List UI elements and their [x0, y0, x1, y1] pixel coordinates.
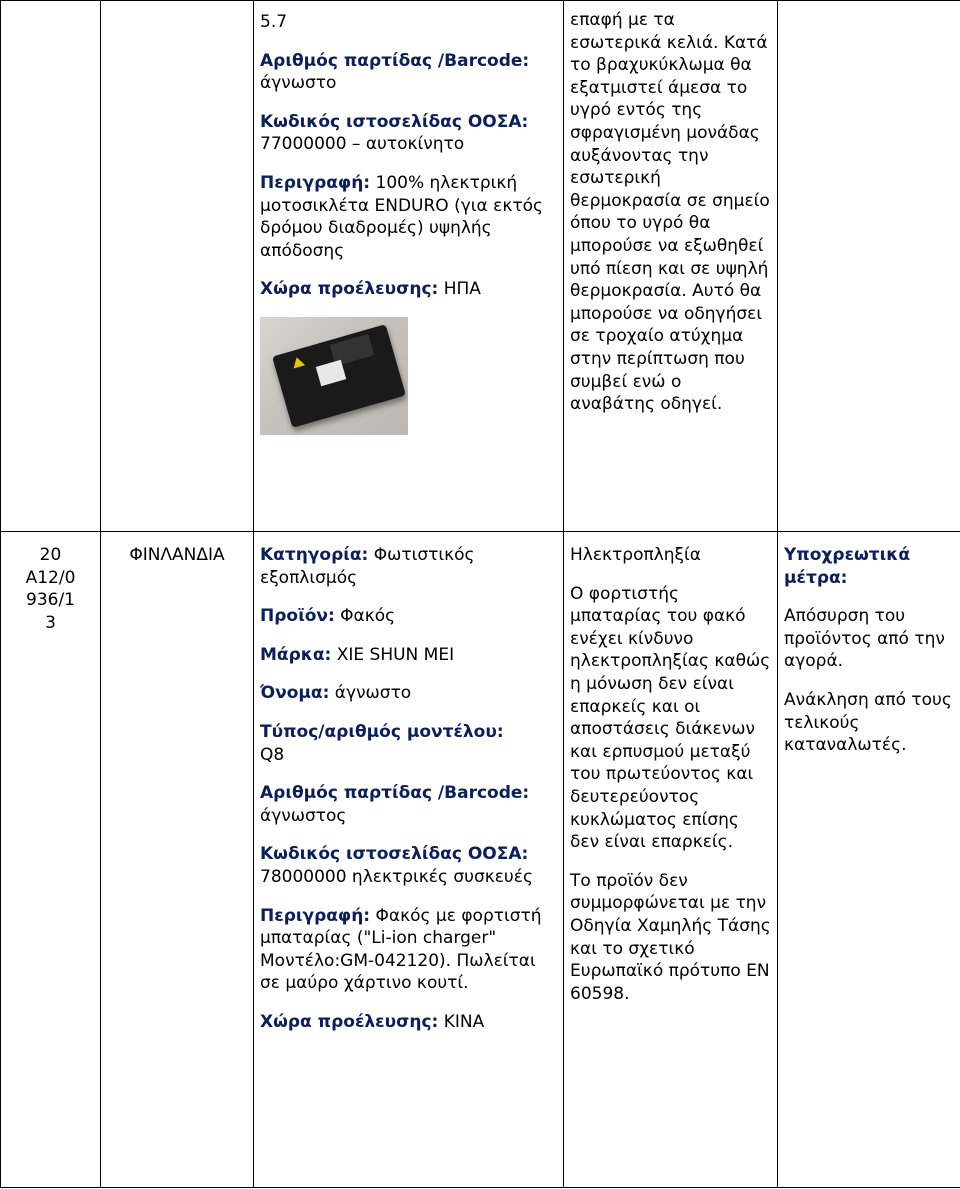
country-name: ΦΙΝΛΑΝΔΙΑ	[129, 545, 225, 565]
reference-cell	[1, 1, 101, 532]
brand-label: Μάρκα:	[260, 644, 332, 665]
measures-cell	[778, 532, 960, 1188]
table-row	[1, 1, 960, 532]
oecd-block	[260, 111, 557, 156]
oecd-value: 78000000 ηλεκτρικές συσκευές	[260, 866, 533, 887]
product-cell	[254, 1, 564, 532]
risk-cell	[564, 532, 778, 1188]
batch-value: άγνωστο	[260, 73, 337, 94]
risk-type: Ηλεκτροπληξία	[570, 545, 701, 565]
measures-cell	[778, 1, 960, 532]
risk-cell	[564, 1, 778, 532]
origin-label: Χώρα προέλευσης:	[260, 1011, 439, 1032]
origin-value: ΚΙΝΑ	[443, 1011, 485, 1032]
oecd-label: Κωδικός ιστοσελίδας ΟΟΣΑ:	[260, 844, 529, 865]
reference-number: 20 A12/0 936/1 3	[25, 545, 76, 633]
oecd-value: 77000000 – αυτοκίνητο	[260, 134, 465, 155]
batch-label: Αριθμός παρτίδας /Barcode:	[260, 783, 530, 804]
brand-value: XIE SHUN MEI	[336, 644, 455, 665]
model-block	[260, 721, 557, 766]
description-label: Περιγραφή:	[260, 172, 371, 193]
product-block	[260, 605, 557, 628]
description-label: Περιγραφή:	[260, 905, 371, 926]
batch-value: άγνωστος	[260, 805, 347, 826]
category-label: Κατηγορία:	[260, 545, 369, 565]
name-block	[260, 682, 557, 705]
risk-text: επαφή με τα εσωτερικά κελιά. Κατά το βραχυκύκλωμα θα εξατμιστεί άμεσα το υγρό εντός της σφραγισμένη μονάδας αυξάνοντας την εσωτερική θερμοκρασία σε σημείο όπου το υγρό θα μπορούσε να εξωθηθεί υπό πίεση και σε υψηλή θερμοκρασία. Αυτό θα μπορούσε να οδηγήσει σε τροχαίο ατύχημα στην περίπτωση που συμβεί ενώ ο αναβάτης οδηγεί.	[570, 10, 770, 415]
category-value: Φωτιστικός εξοπλισμός	[260, 545, 475, 588]
compliance-text: Το προϊόν δεν συμμορφώνεται με την Οδηγία Χαμηλής Τάσης και το σχετικό Ευρωπαϊκό πρότυπο EN 60598.	[570, 870, 771, 1004]
oecd-block	[260, 843, 557, 888]
batch-label: Αριθμός παρτίδας /Barcode:	[260, 50, 530, 71]
name-label: Όνομα:	[260, 683, 330, 704]
description-value: 100% ηλεκτρική μοτοσικλέτα ENDURO (για εκτός δρόμου διαδρομές) υψηλής απόδοσης	[260, 172, 543, 261]
product-photo	[260, 317, 408, 435]
product-label: Προϊόν:	[260, 606, 335, 627]
description-value: Φακός με φορτιστή μπαταρίας ("Li-ion charger" Μοντέλο:GM-042120). Πωλείται σε μαύρο χάρτινο κουτί.	[260, 905, 542, 994]
category-block	[260, 544, 557, 589]
country-cell	[101, 532, 254, 1188]
origin-label: Χώρα προέλευσης:	[260, 279, 439, 300]
section-number: 5.7	[260, 12, 288, 32]
model-label: Τύπος/αριθμός μοντέλου:	[260, 721, 504, 742]
description-block	[260, 905, 557, 995]
model-value: Q8	[260, 744, 285, 765]
origin-value: ΗΠΑ	[443, 279, 481, 300]
origin-block	[260, 278, 557, 301]
table-row	[1, 532, 960, 1188]
country-cell	[101, 1, 254, 532]
reference-cell	[1, 532, 101, 1188]
measure-recall: Ανάκληση από τους τελικούς καταναλωτές.	[784, 689, 952, 756]
description-block	[260, 172, 557, 262]
oecd-label: Κωδικός ιστοσελίδας ΟΟΣΑ:	[260, 111, 529, 132]
risk-description: Ο φορτιστής μπαταρίας του φακό ενέχει κίνδυνο ηλεκτροπληξίας καθώς η μόνωση δεν είναι επαρκείς και οι αποστάσεις διάκενων και ερπυσμού μεταξύ του πρωτεύοντος και δευτερεύοντος κυκλώματος επίσης δεν είναι επαρκείς.	[570, 583, 771, 853]
brand-block	[260, 644, 557, 667]
measure-withdrawal: Απόσυρση του προϊόντος από την αγορά.	[784, 606, 945, 672]
origin-block	[260, 1011, 557, 1034]
product-value: Φακός	[340, 606, 396, 627]
name-value: άγνωστο	[334, 683, 412, 704]
batch-block	[260, 50, 557, 95]
batch-block	[260, 782, 557, 827]
measures-label: Υποχρεωτικά μέτρα:	[784, 545, 911, 588]
product-cell	[254, 532, 564, 1188]
